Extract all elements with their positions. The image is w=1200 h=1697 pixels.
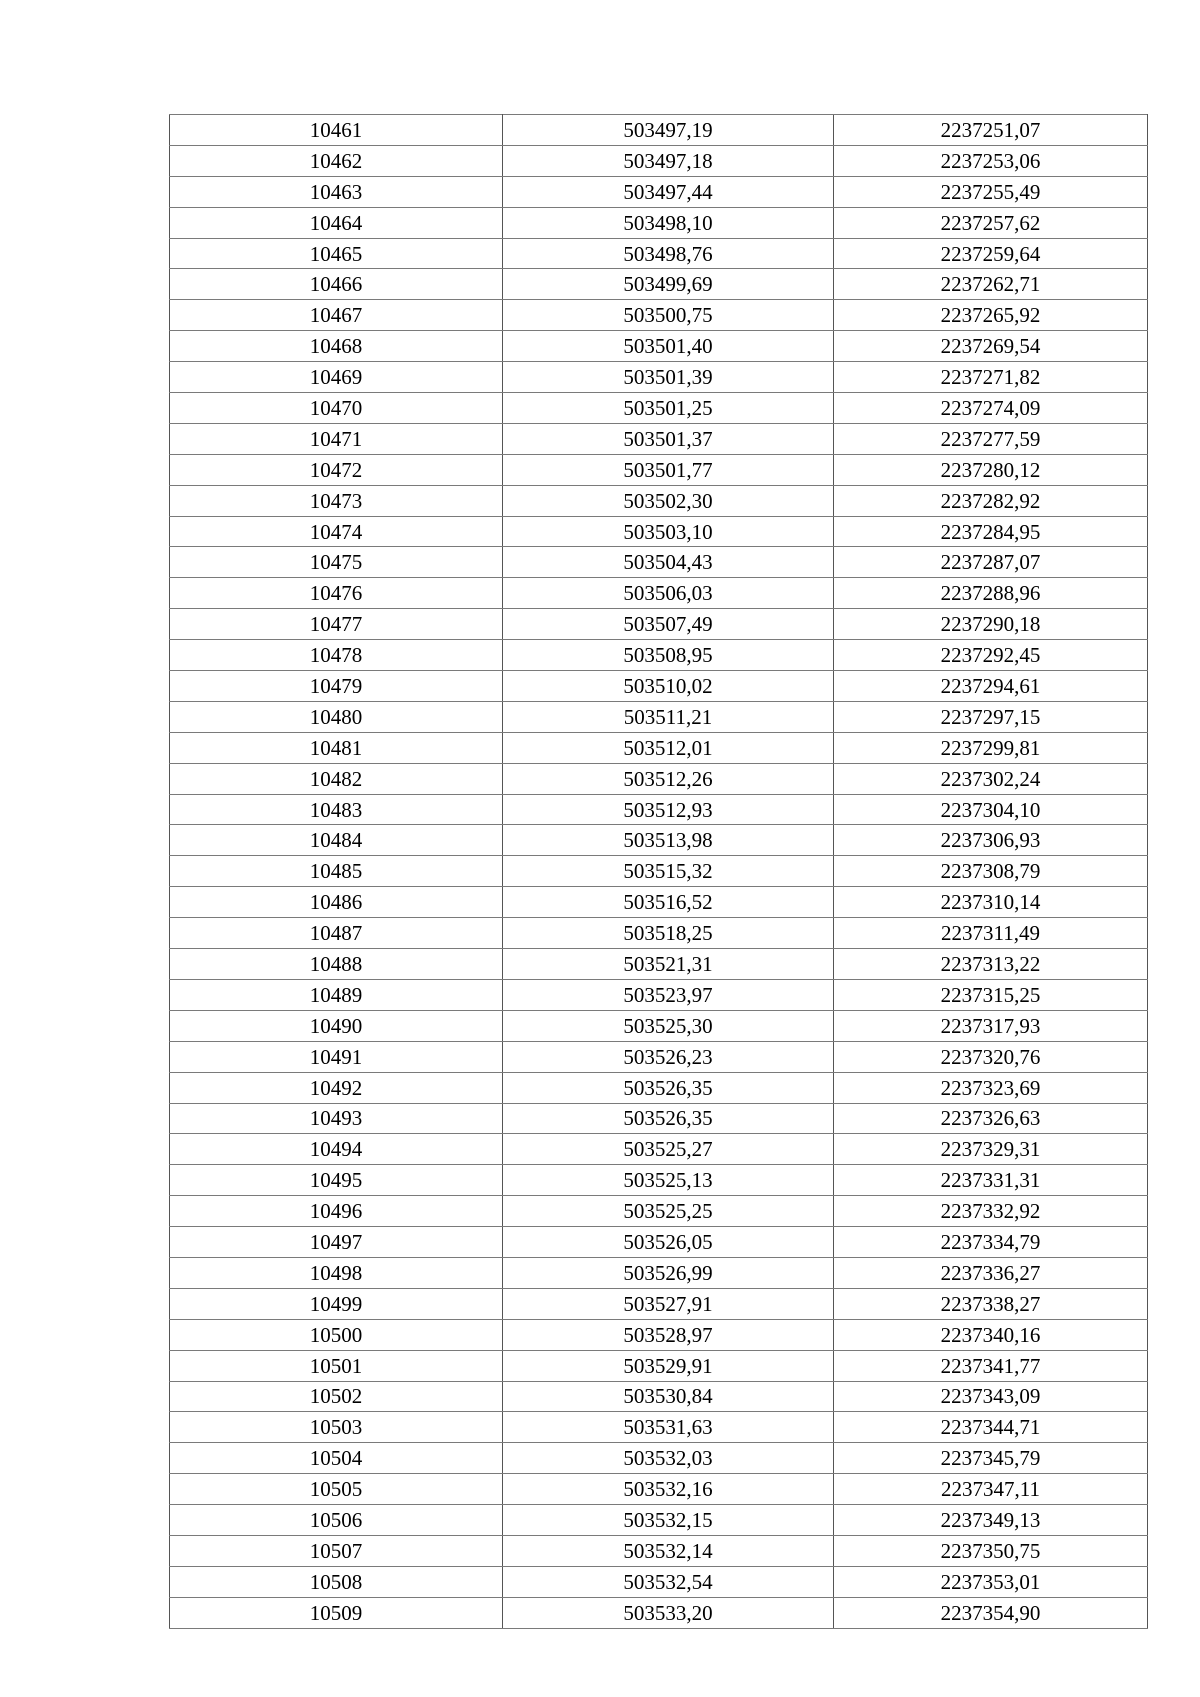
table-row: [170, 701, 1148, 732]
table-row: [170, 454, 1148, 485]
y-coordinate-cell: 2237354,90: [834, 1597, 1148, 1628]
x-coordinate-cell: 503510,02: [503, 671, 834, 702]
y-coordinate-cell: 2237306,93: [834, 825, 1148, 856]
y-coordinate-cell: 2237345,79: [834, 1443, 1148, 1474]
table-row: [170, 1072, 1148, 1103]
point-number-cell: 10472: [170, 454, 503, 485]
point-number-cell: 10499: [170, 1288, 503, 1319]
point-number-cell: 10492: [170, 1072, 503, 1103]
x-coordinate-cell: 503521,31: [503, 949, 834, 980]
table-row: [170, 1227, 1148, 1258]
x-coordinate-cell: 503530,84: [503, 1381, 834, 1412]
table-row: [170, 1505, 1148, 1536]
y-coordinate-cell: 2237310,14: [834, 887, 1148, 918]
table-row: [170, 763, 1148, 794]
y-coordinate-cell: 2237290,18: [834, 609, 1148, 640]
point-number-cell: 10465: [170, 238, 503, 269]
table-row: [170, 671, 1148, 702]
point-number-cell: 10501: [170, 1350, 503, 1381]
y-coordinate-cell: 2237288,96: [834, 578, 1148, 609]
x-coordinate-cell: 503511,21: [503, 701, 834, 732]
point-number-cell: 10493: [170, 1103, 503, 1134]
y-coordinate-cell: 2237284,95: [834, 516, 1148, 547]
point-number-cell: 10502: [170, 1381, 503, 1412]
table-row: [170, 300, 1148, 331]
y-coordinate-cell: 2237255,49: [834, 176, 1148, 207]
table-row: [170, 979, 1148, 1010]
point-number-cell: 10509: [170, 1597, 503, 1628]
x-coordinate-cell: 503501,39: [503, 362, 834, 393]
table-row: [170, 1257, 1148, 1288]
table-row: [170, 362, 1148, 393]
x-coordinate-cell: 503526,35: [503, 1103, 834, 1134]
y-coordinate-cell: 2237313,22: [834, 949, 1148, 980]
table-row: [170, 1010, 1148, 1041]
y-coordinate-cell: 2237302,24: [834, 763, 1148, 794]
table-row: [170, 887, 1148, 918]
x-coordinate-cell: 503533,20: [503, 1597, 834, 1628]
point-number-cell: 10491: [170, 1041, 503, 1072]
y-coordinate-cell: 2237282,92: [834, 485, 1148, 516]
x-coordinate-cell: 503526,35: [503, 1072, 834, 1103]
y-coordinate-cell: 2237271,82: [834, 362, 1148, 393]
point-number-cell: 10490: [170, 1010, 503, 1041]
point-number-cell: 10506: [170, 1505, 503, 1536]
y-coordinate-cell: 2237326,63: [834, 1103, 1148, 1134]
point-number-cell: 10497: [170, 1227, 503, 1258]
x-coordinate-cell: 503507,49: [503, 609, 834, 640]
table-row: [170, 1165, 1148, 1196]
point-number-cell: 10504: [170, 1443, 503, 1474]
point-number-cell: 10461: [170, 115, 503, 146]
table-row: [170, 485, 1148, 516]
point-number-cell: 10462: [170, 145, 503, 176]
table-row: [170, 1350, 1148, 1381]
point-number-cell: 10496: [170, 1196, 503, 1227]
y-coordinate-cell: 2237269,54: [834, 331, 1148, 362]
point-number-cell: 10463: [170, 176, 503, 207]
x-coordinate-cell: 503512,01: [503, 732, 834, 763]
x-coordinate-cell: 503532,03: [503, 1443, 834, 1474]
point-number-cell: 10498: [170, 1257, 503, 1288]
x-coordinate-cell: 503500,75: [503, 300, 834, 331]
table-row: [170, 1196, 1148, 1227]
table-row: [170, 1381, 1148, 1412]
table-row: [170, 1412, 1148, 1443]
table-row: [170, 331, 1148, 362]
table-row: [170, 1288, 1148, 1319]
table-row: [170, 1474, 1148, 1505]
y-coordinate-cell: 2237274,09: [834, 393, 1148, 424]
table-row: [170, 1041, 1148, 1072]
x-coordinate-cell: 503502,30: [503, 485, 834, 516]
point-number-cell: 10503: [170, 1412, 503, 1443]
point-number-cell: 10466: [170, 269, 503, 300]
y-coordinate-cell: 2237251,07: [834, 115, 1148, 146]
table-row: [170, 1566, 1148, 1597]
x-coordinate-cell: 503503,10: [503, 516, 834, 547]
x-coordinate-cell: 503531,63: [503, 1412, 834, 1443]
y-coordinate-cell: 2237317,93: [834, 1010, 1148, 1041]
y-coordinate-cell: 2237349,13: [834, 1505, 1148, 1536]
table-row: [170, 1103, 1148, 1134]
y-coordinate-cell: 2237336,27: [834, 1257, 1148, 1288]
y-coordinate-cell: 2237320,76: [834, 1041, 1148, 1072]
x-coordinate-cell: 503504,43: [503, 547, 834, 578]
y-coordinate-cell: 2237265,92: [834, 300, 1148, 331]
table-row: [170, 423, 1148, 454]
x-coordinate-cell: 503497,19: [503, 115, 834, 146]
y-coordinate-cell: 2237353,01: [834, 1566, 1148, 1597]
y-coordinate-cell: 2237253,06: [834, 145, 1148, 176]
y-coordinate-cell: 2237262,71: [834, 269, 1148, 300]
table-row: [170, 794, 1148, 825]
x-coordinate-cell: 503525,27: [503, 1134, 834, 1165]
point-number-cell: 10487: [170, 918, 503, 949]
x-coordinate-cell: 503532,54: [503, 1566, 834, 1597]
point-number-cell: 10485: [170, 856, 503, 887]
point-number-cell: 10480: [170, 701, 503, 732]
x-coordinate-cell: 503501,77: [503, 454, 834, 485]
point-number-cell: 10476: [170, 578, 503, 609]
table-row: [170, 145, 1148, 176]
x-coordinate-cell: 503501,25: [503, 393, 834, 424]
point-number-cell: 10505: [170, 1474, 503, 1505]
point-number-cell: 10483: [170, 794, 503, 825]
y-coordinate-cell: 2237315,25: [834, 979, 1148, 1010]
x-coordinate-cell: 503512,93: [503, 794, 834, 825]
table-row: [170, 1535, 1148, 1566]
table-row: [170, 1319, 1148, 1350]
point-number-cell: 10482: [170, 763, 503, 794]
table-row: [170, 1443, 1148, 1474]
point-number-cell: 10471: [170, 423, 503, 454]
x-coordinate-cell: 503518,25: [503, 918, 834, 949]
x-coordinate-cell: 503523,97: [503, 979, 834, 1010]
table-row: [170, 856, 1148, 887]
x-coordinate-cell: 503497,18: [503, 145, 834, 176]
table-row: [170, 547, 1148, 578]
point-number-cell: 10470: [170, 393, 503, 424]
x-coordinate-cell: 503527,91: [503, 1288, 834, 1319]
table-row: [170, 176, 1148, 207]
point-number-cell: 10475: [170, 547, 503, 578]
point-number-cell: 10478: [170, 640, 503, 671]
coordinates-table: [169, 114, 1148, 1629]
x-coordinate-cell: 503515,32: [503, 856, 834, 887]
table-row: [170, 393, 1148, 424]
y-coordinate-cell: 2237350,75: [834, 1535, 1148, 1566]
point-number-cell: 10474: [170, 516, 503, 547]
x-coordinate-cell: 503528,97: [503, 1319, 834, 1350]
table-row: [170, 949, 1148, 980]
table-row: [170, 578, 1148, 609]
x-coordinate-cell: 503501,40: [503, 331, 834, 362]
table-row: [170, 207, 1148, 238]
x-coordinate-cell: 503526,23: [503, 1041, 834, 1072]
table-row: [170, 115, 1148, 146]
y-coordinate-cell: 2237323,69: [834, 1072, 1148, 1103]
table-row: [170, 1597, 1148, 1628]
y-coordinate-cell: 2237343,09: [834, 1381, 1148, 1412]
point-number-cell: 10486: [170, 887, 503, 918]
y-coordinate-cell: 2237292,45: [834, 640, 1148, 671]
point-number-cell: 10500: [170, 1319, 503, 1350]
y-coordinate-cell: 2237294,61: [834, 671, 1148, 702]
x-coordinate-cell: 503506,03: [503, 578, 834, 609]
y-coordinate-cell: 2237332,92: [834, 1196, 1148, 1227]
x-coordinate-cell: 503498,76: [503, 238, 834, 269]
table-row: [170, 516, 1148, 547]
x-coordinate-cell: 503529,91: [503, 1350, 834, 1381]
y-coordinate-cell: 2237347,11: [834, 1474, 1148, 1505]
point-number-cell: 10481: [170, 732, 503, 763]
y-coordinate-cell: 2237334,79: [834, 1227, 1148, 1258]
point-number-cell: 10464: [170, 207, 503, 238]
point-number-cell: 10477: [170, 609, 503, 640]
y-coordinate-cell: 2237331,31: [834, 1165, 1148, 1196]
y-coordinate-cell: 2237329,31: [834, 1134, 1148, 1165]
point-number-cell: 10473: [170, 485, 503, 516]
table-row: [170, 1134, 1148, 1165]
point-number-cell: 10479: [170, 671, 503, 702]
y-coordinate-cell: 2237259,64: [834, 238, 1148, 269]
x-coordinate-cell: 503532,15: [503, 1505, 834, 1536]
y-coordinate-cell: 2237299,81: [834, 732, 1148, 763]
y-coordinate-cell: 2237311,49: [834, 918, 1148, 949]
x-coordinate-cell: 503512,26: [503, 763, 834, 794]
table-row: [170, 269, 1148, 300]
point-number-cell: 10469: [170, 362, 503, 393]
y-coordinate-cell: 2237257,62: [834, 207, 1148, 238]
point-number-cell: 10467: [170, 300, 503, 331]
x-coordinate-cell: 503525,30: [503, 1010, 834, 1041]
x-coordinate-cell: 503532,16: [503, 1474, 834, 1505]
x-coordinate-cell: 503526,99: [503, 1257, 834, 1288]
point-number-cell: 10494: [170, 1134, 503, 1165]
y-coordinate-cell: 2237287,07: [834, 547, 1148, 578]
point-number-cell: 10495: [170, 1165, 503, 1196]
x-coordinate-cell: 503498,10: [503, 207, 834, 238]
table-row: [170, 640, 1148, 671]
point-number-cell: 10488: [170, 949, 503, 980]
table-row: [170, 609, 1148, 640]
x-coordinate-cell: 503525,13: [503, 1165, 834, 1196]
x-coordinate-cell: 503525,25: [503, 1196, 834, 1227]
table-row: [170, 238, 1148, 269]
point-number-cell: 10468: [170, 331, 503, 362]
x-coordinate-cell: 503516,52: [503, 887, 834, 918]
y-coordinate-cell: 2237280,12: [834, 454, 1148, 485]
point-number-cell: 10508: [170, 1566, 503, 1597]
y-coordinate-cell: 2237338,27: [834, 1288, 1148, 1319]
y-coordinate-cell: 2237304,10: [834, 794, 1148, 825]
table-row: [170, 825, 1148, 856]
x-coordinate-cell: 503513,98: [503, 825, 834, 856]
y-coordinate-cell: 2237297,15: [834, 701, 1148, 732]
x-coordinate-cell: 503508,95: [503, 640, 834, 671]
y-coordinate-cell: 2237341,77: [834, 1350, 1148, 1381]
table-row: [170, 732, 1148, 763]
x-coordinate-cell: 503532,14: [503, 1535, 834, 1566]
point-number-cell: 10484: [170, 825, 503, 856]
x-coordinate-cell: 503501,37: [503, 423, 834, 454]
y-coordinate-cell: 2237308,79: [834, 856, 1148, 887]
point-number-cell: 10489: [170, 979, 503, 1010]
x-coordinate-cell: 503526,05: [503, 1227, 834, 1258]
y-coordinate-cell: 2237344,71: [834, 1412, 1148, 1443]
point-number-cell: 10507: [170, 1535, 503, 1566]
table-row: [170, 918, 1148, 949]
coordinates-table-body: [170, 115, 1148, 1629]
x-coordinate-cell: 503499,69: [503, 269, 834, 300]
y-coordinate-cell: 2237340,16: [834, 1319, 1148, 1350]
x-coordinate-cell: 503497,44: [503, 176, 834, 207]
y-coordinate-cell: 2237277,59: [834, 423, 1148, 454]
